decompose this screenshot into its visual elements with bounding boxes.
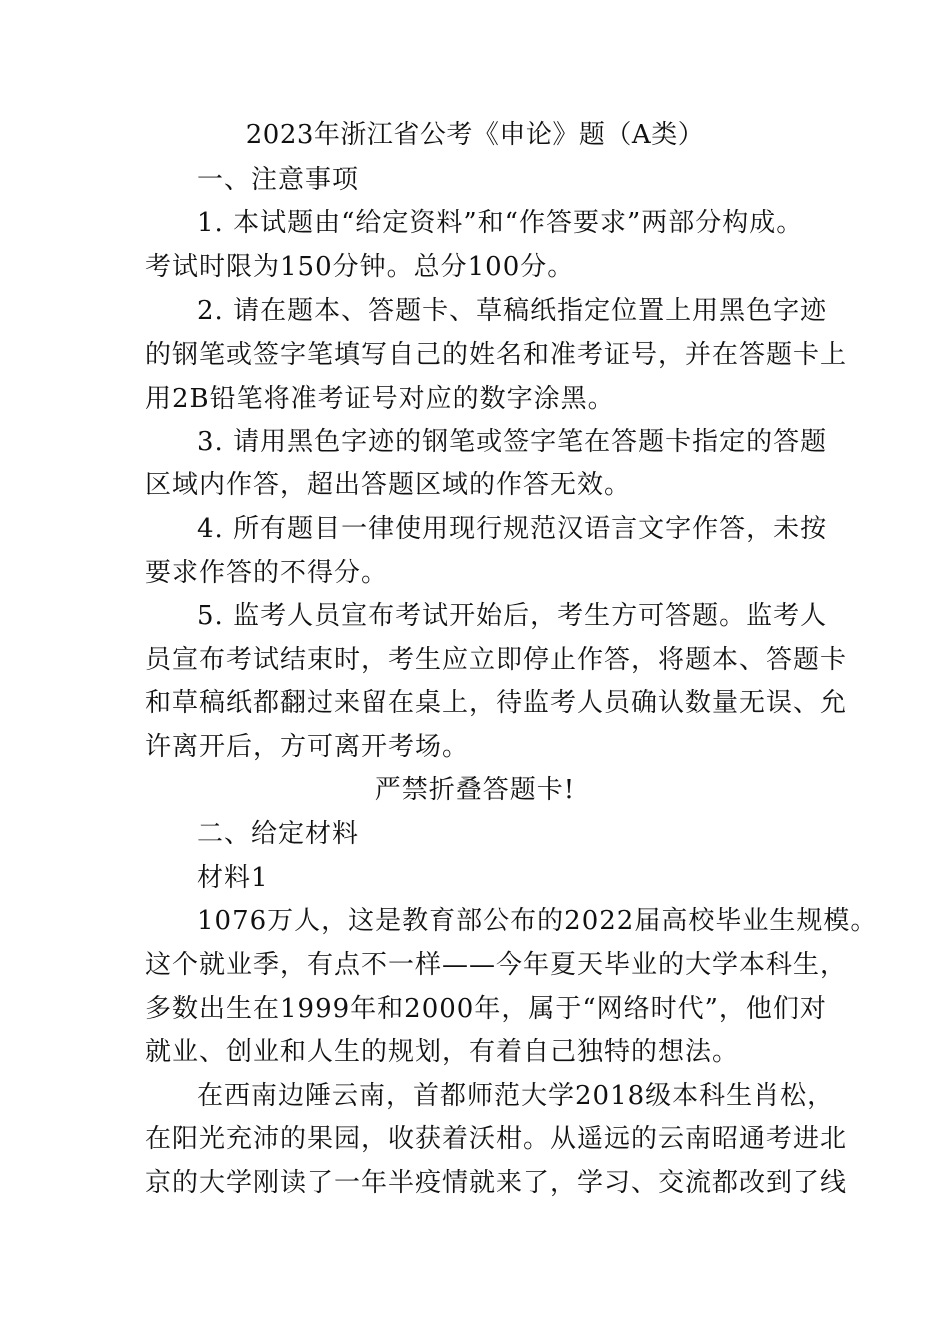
note-5-line-3: 和草稿纸都翻过来留在桌上，待监考人员确认数量无误、允 [145, 688, 848, 718]
document-title: 2023年浙江省公考《申论》题（A类） [245, 120, 705, 150]
note-2-line-3: 用2B铅笔将准考证号对应的数字涂黑。 [145, 384, 615, 414]
section-heading-materials: 二、给定材料 [197, 819, 360, 849]
note-1-line-1: 1. 本试题由“给定资料”和“作答要求”两部分构成。 [197, 208, 804, 238]
paragraph-1-line-1: 1076万人，这是教育部公布的2022届高校毕业生规模。 [197, 906, 878, 936]
paragraph-1-line-4: 就业、创业和人生的规划，有着自己独特的想法。 [145, 1037, 740, 1067]
note-5-line-2: 员宣布考试结束时，考生应立即停止作答，将题本、答题卡 [145, 645, 848, 675]
warning-text: 严禁折叠答题卡! [374, 775, 576, 805]
note-1-line-2: 考试时限为150分钟。总分100分。 [145, 252, 575, 282]
note-2-line-1: 2. 请在题本、答题卡、草稿纸指定位置上用黑色字迹 [197, 296, 828, 326]
section-heading-notes: 一、注意事项 [197, 165, 360, 195]
material-1-heading: 材料1 [197, 863, 269, 893]
paragraph-1-line-2: 这个就业季，有点不一样——今年夏天毕业的大学本科生， [145, 950, 848, 980]
note-3-line-2: 区域内作答，超出答题区域的作答无效。 [145, 470, 632, 500]
paragraph-2-line-3: 京的大学刚读了一年半疫情就来了，学习、交流都改到了线 [145, 1168, 848, 1198]
note-3-line-1: 3. 请用黑色字迹的钢笔或签字笔在答题卡指定的答题 [197, 427, 828, 457]
paragraph-2-line-2: 在阳光充沛的果园，收获着沃柑。从遥远的云南昭通考进北 [145, 1124, 848, 1154]
paragraph-1-line-3: 多数出生在1999年和2000年，属于“网络时代”，他们对 [145, 994, 827, 1024]
note-5-line-4: 许离开后，方可离开考场。 [145, 732, 470, 762]
paragraph-2-line-1: 在西南边陲云南，首都师范大学2018级本科生肖松， [197, 1081, 835, 1111]
note-5-line-1: 5. 监考人员宣布考试开始后，考生方可答题。监考人 [197, 601, 828, 631]
note-2-line-2: 的钢笔或签字笔填写自己的姓名和准考证号，并在答题卡上 [145, 340, 848, 370]
note-4-line-1: 4. 所有题目一律使用现行规范汉语言文字作答，未按 [197, 514, 828, 544]
note-4-line-2: 要求作答的不得分。 [145, 558, 389, 588]
